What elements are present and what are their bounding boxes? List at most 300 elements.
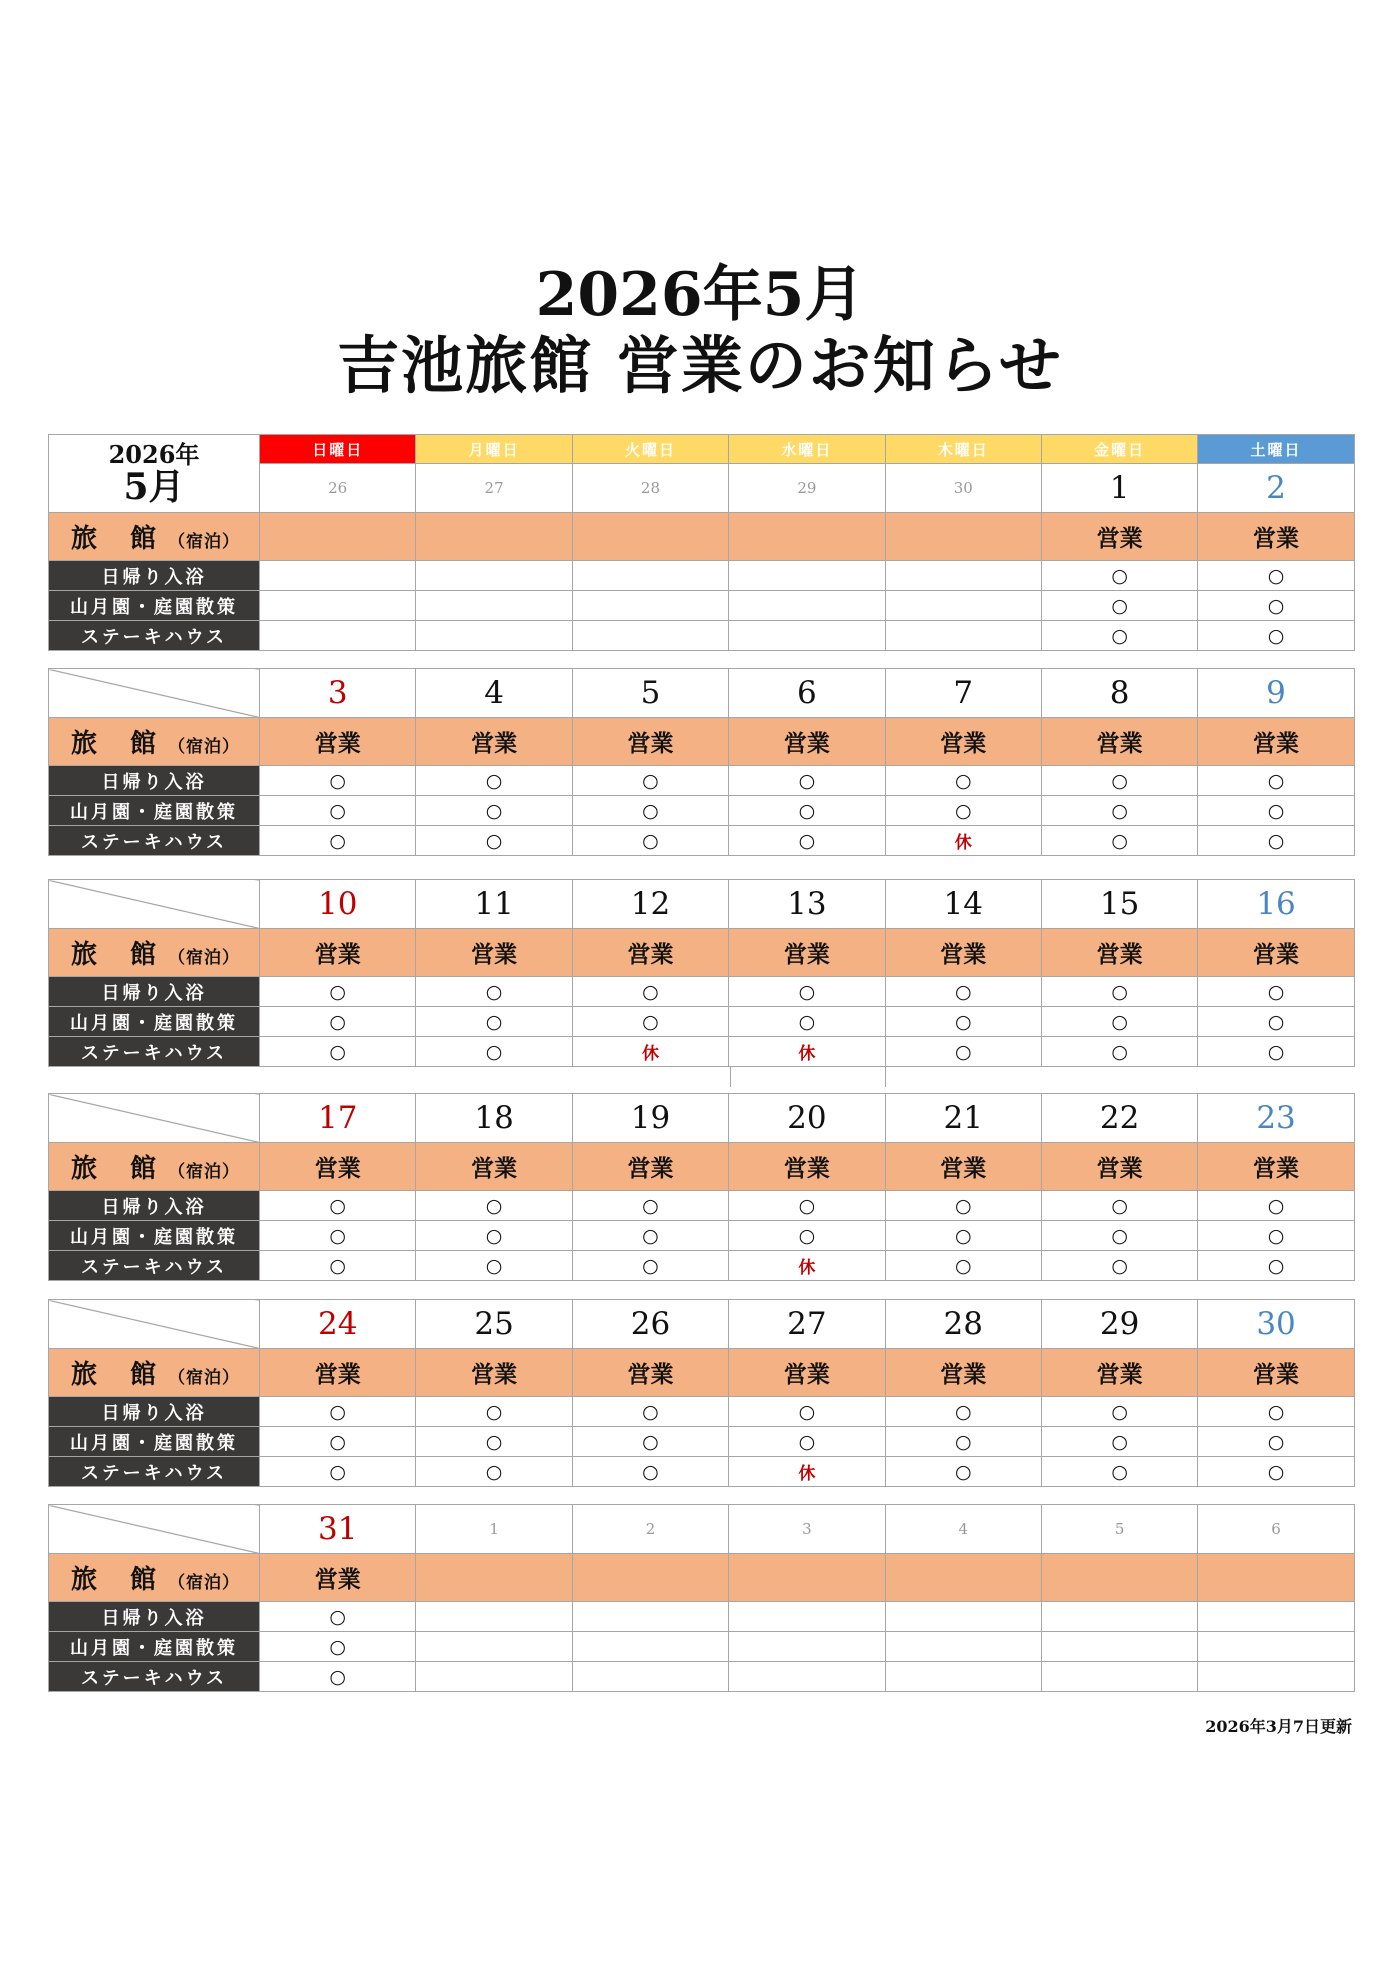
week-table <box>48 434 1355 651</box>
day-bath-status: ○ <box>1041 561 1197 591</box>
inn-status: 営業 <box>260 1143 416 1191</box>
day-bath-status: ○ <box>416 1191 572 1221</box>
steak-house-row <box>49 1251 1355 1281</box>
inn-row <box>49 1554 1355 1602</box>
weekday-header: 金曜日 <box>1041 435 1197 464</box>
garden-walk-label: 山月園・庭園散策 <box>49 1632 260 1662</box>
steak-house-status <box>729 1662 885 1692</box>
steak-house-status: ○ <box>729 826 885 856</box>
week-table <box>48 1504 1355 1692</box>
garden-walk-label: 山月園・庭園散策 <box>49 1007 260 1037</box>
day-bath-row <box>49 1191 1355 1221</box>
day-bath-status: ○ <box>260 766 416 796</box>
garden-walk-status <box>416 591 572 621</box>
garden-walk-status: ○ <box>885 1007 1041 1037</box>
date-cell: 16 <box>1198 880 1354 929</box>
date-cell: 14 <box>885 880 1041 929</box>
date-cell: 28 <box>885 1300 1041 1349</box>
garden-walk-label: 山月園・庭園散策 <box>49 1427 260 1457</box>
week-table <box>48 668 1355 856</box>
garden-walk-row <box>49 1632 1355 1662</box>
date-cell: 20 <box>729 1094 885 1143</box>
date-cell: 1 <box>416 1505 572 1554</box>
garden-walk-status: ○ <box>1041 1427 1197 1457</box>
diagonal-corner <box>49 1300 260 1349</box>
inn-label <box>49 513 260 561</box>
steak-house-status: ○ <box>260 1662 416 1692</box>
garden-walk-row <box>49 1007 1355 1037</box>
day-bath-row <box>49 977 1355 1007</box>
steak-house-label: ステーキハウス <box>49 621 260 651</box>
garden-walk-label: 山月園・庭園散策 <box>49 796 260 826</box>
garden-walk-status: ○ <box>1198 1007 1354 1037</box>
day-bath-status <box>260 561 416 591</box>
day-bath-label: 日帰り入浴 <box>49 977 260 1007</box>
steak-house-label: ステーキハウス <box>49 1457 260 1487</box>
date-cell: 5 <box>572 669 728 718</box>
day-bath-status: ○ <box>572 1191 728 1221</box>
garden-walk-status: ○ <box>1198 1221 1354 1251</box>
inn-status: 営業 <box>260 718 416 766</box>
steak-house-status: ○ <box>260 826 416 856</box>
day-bath-status: ○ <box>572 766 728 796</box>
date-row <box>49 1094 1355 1143</box>
steak-house-status <box>416 1662 572 1692</box>
date-cell: 10 <box>260 880 416 929</box>
weekday-header-row <box>49 435 1355 464</box>
garden-walk-status: ○ <box>729 1427 885 1457</box>
steak-house-status: ○ <box>260 1251 416 1281</box>
inn-status: 営業 <box>1041 718 1197 766</box>
inn-status: 営業 <box>1041 1349 1197 1397</box>
weekday-header: 木曜日 <box>885 435 1041 464</box>
garden-walk-status: ○ <box>260 1632 416 1662</box>
inn-status: 営業 <box>1041 929 1197 977</box>
inn-label <box>49 1349 260 1397</box>
date-row <box>49 1505 1355 1554</box>
diagonal-corner <box>49 1094 260 1143</box>
diagonal-corner <box>49 1505 260 1554</box>
steak-house-status: ○ <box>572 1457 728 1487</box>
steak-house-status <box>885 621 1041 651</box>
inn-label-sub: （宿泊） <box>168 1573 241 1593</box>
inn-status: 営業 <box>260 1349 416 1397</box>
garden-walk-status: ○ <box>729 796 885 826</box>
weekday-header: 火曜日 <box>572 435 728 464</box>
day-bath-status: ○ <box>260 1602 416 1632</box>
day-bath-status: ○ <box>1041 1191 1197 1221</box>
steak-house-row <box>49 621 1355 651</box>
date-cell: 2 <box>1198 464 1354 513</box>
date-cell: 31 <box>260 1505 416 1554</box>
inn-label <box>49 929 260 977</box>
inn-label-main: 旅 館 <box>71 729 169 759</box>
day-bath-status: ○ <box>1041 766 1197 796</box>
garden-walk-status: ○ <box>572 1007 728 1037</box>
week-table <box>48 1093 1355 1281</box>
day-bath-status: ○ <box>1041 977 1197 1007</box>
steak-house-status <box>885 1662 1041 1692</box>
month-corner <box>49 435 260 513</box>
day-bath-status: ○ <box>1198 766 1354 796</box>
steak-house-status: ○ <box>416 1457 572 1487</box>
steak-house-status: 休 <box>885 826 1041 856</box>
date-cell: 8 <box>1041 669 1197 718</box>
day-bath-row <box>49 766 1355 796</box>
day-bath-status <box>885 561 1041 591</box>
day-bath-status: ○ <box>885 766 1041 796</box>
steak-house-label: ステーキハウス <box>49 1037 260 1067</box>
date-cell: 6 <box>1198 1505 1354 1554</box>
day-bath-label: 日帰り入浴 <box>49 1191 260 1221</box>
inn-row <box>49 513 1355 561</box>
day-bath-label: 日帰り入浴 <box>49 766 260 796</box>
steak-house-label: ステーキハウス <box>49 1662 260 1692</box>
day-bath-status <box>572 561 728 591</box>
garden-walk-row <box>49 591 1355 621</box>
inn-status: 営業 <box>572 1143 728 1191</box>
garden-walk-status: ○ <box>260 796 416 826</box>
steak-house-status: ○ <box>1198 1037 1354 1067</box>
inn-status: 営業 <box>885 1143 1041 1191</box>
inn-label-main: 旅 館 <box>71 1565 169 1595</box>
inn-status: 営業 <box>260 1554 416 1602</box>
steak-house-row <box>49 1457 1355 1487</box>
garden-walk-label: 山月園・庭園散策 <box>49 1221 260 1251</box>
garden-walk-status: ○ <box>1041 796 1197 826</box>
inn-status: 営業 <box>260 929 416 977</box>
day-bath-row <box>49 561 1355 591</box>
week-table <box>48 1299 1355 1487</box>
garden-walk-status <box>572 591 728 621</box>
garden-walk-status: ○ <box>416 1427 572 1457</box>
steak-house-status <box>572 621 728 651</box>
steak-house-status <box>1041 1662 1197 1692</box>
steak-house-status: ○ <box>1041 1251 1197 1281</box>
steak-house-status: 休 <box>572 1037 728 1067</box>
steak-house-status: ○ <box>416 826 572 856</box>
garden-walk-label: 山月園・庭園散策 <box>49 591 260 621</box>
steak-house-status: ○ <box>572 1251 728 1281</box>
inn-status: 営業 <box>1198 929 1354 977</box>
day-bath-label: 日帰り入浴 <box>49 1602 260 1632</box>
steak-house-row <box>49 1037 1355 1067</box>
day-bath-status: ○ <box>1198 977 1354 1007</box>
inn-row <box>49 929 1355 977</box>
weekday-header: 土曜日 <box>1198 435 1354 464</box>
steak-house-status: ○ <box>260 1037 416 1067</box>
garden-walk-status: ○ <box>729 1221 885 1251</box>
day-bath-status <box>1041 1602 1197 1632</box>
garden-walk-status <box>1041 1632 1197 1662</box>
date-cell: 19 <box>572 1094 728 1143</box>
garden-walk-status: ○ <box>416 1221 572 1251</box>
inn-status: 営業 <box>729 718 885 766</box>
garden-walk-status <box>885 591 1041 621</box>
day-bath-status: ○ <box>416 766 572 796</box>
steak-house-status: ○ <box>416 1037 572 1067</box>
day-bath-status: ○ <box>729 1397 885 1427</box>
day-bath-status: ○ <box>885 1191 1041 1221</box>
day-bath-status: ○ <box>260 977 416 1007</box>
garden-walk-status: ○ <box>1041 591 1197 621</box>
inn-label-sub: （宿泊） <box>168 1368 241 1388</box>
garden-walk-status <box>729 591 885 621</box>
day-bath-status: ○ <box>260 1191 416 1221</box>
inn-status: 営業 <box>416 929 572 977</box>
steak-house-row <box>49 826 1355 856</box>
garden-walk-status: ○ <box>1198 591 1354 621</box>
week-table <box>48 879 1355 1067</box>
inn-status <box>885 513 1041 561</box>
diagonal-corner <box>49 669 260 718</box>
date-cell: 3 <box>260 669 416 718</box>
steak-house-status: ○ <box>1041 826 1197 856</box>
steak-house-status <box>260 621 416 651</box>
date-cell: 9 <box>1198 669 1354 718</box>
inn-status: 営業 <box>885 1349 1041 1397</box>
date-cell: 2 <box>572 1505 728 1554</box>
inn-status: 営業 <box>729 1143 885 1191</box>
garden-walk-row <box>49 1427 1355 1457</box>
garden-walk-status <box>885 1632 1041 1662</box>
page-title-month: 2026年5月 <box>535 260 865 330</box>
steak-house-status <box>572 1662 728 1692</box>
day-bath-status: ○ <box>416 1397 572 1427</box>
day-bath-status: ○ <box>1198 561 1354 591</box>
inn-status: 営業 <box>416 1349 572 1397</box>
inn-status: 営業 <box>572 718 728 766</box>
date-cell: 28 <box>572 464 728 513</box>
day-bath-status: ○ <box>416 977 572 1007</box>
inn-status <box>1198 1554 1354 1602</box>
steak-house-status: ○ <box>1198 1457 1354 1487</box>
day-bath-row <box>49 1602 1355 1632</box>
inn-status: 営業 <box>885 718 1041 766</box>
date-cell: 5 <box>1041 1505 1197 1554</box>
day-bath-status <box>416 1602 572 1632</box>
date-cell: 4 <box>885 1505 1041 1554</box>
steak-house-status: 休 <box>729 1251 885 1281</box>
date-cell: 4 <box>416 669 572 718</box>
inn-status: 営業 <box>1198 718 1354 766</box>
inn-label <box>49 718 260 766</box>
page-title-notice: 吉池旅館 営業のお知らせ <box>337 329 1063 402</box>
inn-status <box>885 1554 1041 1602</box>
garden-walk-status: ○ <box>260 1427 416 1457</box>
inn-row <box>49 1143 1355 1191</box>
date-cell: 1 <box>1041 464 1197 513</box>
date-cell: 26 <box>260 464 416 513</box>
inn-label-main: 旅 館 <box>71 940 169 970</box>
inn-status <box>729 1554 885 1602</box>
inn-label-sub: （宿泊） <box>168 948 241 968</box>
garden-walk-status: ○ <box>1198 796 1354 826</box>
inn-status: 営業 <box>729 1349 885 1397</box>
steak-house-status: ○ <box>1198 621 1354 651</box>
date-cell: 12 <box>572 880 728 929</box>
garden-walk-status: ○ <box>1041 1007 1197 1037</box>
garden-walk-status: ○ <box>572 1221 728 1251</box>
date-cell: 24 <box>260 1300 416 1349</box>
inn-status: 営業 <box>885 929 1041 977</box>
day-bath-status: ○ <box>1198 1397 1354 1427</box>
steak-house-status <box>416 621 572 651</box>
day-bath-status: ○ <box>260 1397 416 1427</box>
date-cell: 25 <box>416 1300 572 1349</box>
date-cell: 27 <box>416 464 572 513</box>
day-bath-status <box>416 561 572 591</box>
date-cell: 26 <box>572 1300 728 1349</box>
date-row <box>49 669 1355 718</box>
garden-walk-status <box>729 1632 885 1662</box>
weekday-header: 日曜日 <box>260 435 416 464</box>
date-cell: 6 <box>729 669 885 718</box>
date-cell: 21 <box>885 1094 1041 1143</box>
date-cell: 30 <box>885 464 1041 513</box>
date-cell: 13 <box>729 880 885 929</box>
inn-status: 営業 <box>572 929 728 977</box>
inn-status: 営業 <box>416 1143 572 1191</box>
inn-row <box>49 718 1355 766</box>
day-bath-status: ○ <box>572 977 728 1007</box>
day-bath-status <box>729 1602 885 1632</box>
inn-label-main: 旅 館 <box>71 1154 169 1184</box>
garden-walk-status: ○ <box>260 1007 416 1037</box>
day-bath-row <box>49 1397 1355 1427</box>
steak-house-status: ○ <box>416 1251 572 1281</box>
day-bath-status: ○ <box>885 977 1041 1007</box>
garden-walk-status: ○ <box>1198 1427 1354 1457</box>
garden-walk-status: ○ <box>416 1007 572 1037</box>
inn-status: 営業 <box>1041 1143 1197 1191</box>
inn-status <box>260 513 416 561</box>
steak-house-status: ○ <box>1041 621 1197 651</box>
garden-walk-row <box>49 796 1355 826</box>
inn-label-main: 旅 館 <box>71 524 169 554</box>
garden-walk-status: ○ <box>885 1221 1041 1251</box>
diagonal-corner <box>49 880 260 929</box>
day-bath-status: ○ <box>729 1191 885 1221</box>
weekday-header: 水曜日 <box>729 435 885 464</box>
date-cell: 30 <box>1198 1300 1354 1349</box>
steak-house-status: ○ <box>1041 1037 1197 1067</box>
date-cell: 27 <box>729 1300 885 1349</box>
day-bath-status <box>1198 1602 1354 1632</box>
garden-walk-status: ○ <box>1041 1221 1197 1251</box>
garden-walk-status: ○ <box>885 1427 1041 1457</box>
date-cell: 11 <box>416 880 572 929</box>
day-bath-status: ○ <box>729 766 885 796</box>
steak-house-status <box>729 621 885 651</box>
inn-status: 営業 <box>1041 513 1197 561</box>
garden-walk-status <box>1198 1632 1354 1662</box>
inn-status: 営業 <box>572 1349 728 1397</box>
steak-house-status: ○ <box>1198 826 1354 856</box>
inn-status <box>572 513 728 561</box>
steak-house-status: ○ <box>1198 1251 1354 1281</box>
garden-walk-row <box>49 1221 1355 1251</box>
day-bath-status <box>885 1602 1041 1632</box>
inn-status <box>729 513 885 561</box>
date-cell: 7 <box>885 669 1041 718</box>
inn-label-sub: （宿泊） <box>168 737 241 757</box>
date-cell: 22 <box>1041 1094 1197 1143</box>
day-bath-status: ○ <box>729 977 885 1007</box>
date-row <box>49 880 1355 929</box>
inn-label <box>49 1554 260 1602</box>
day-bath-label: 日帰り入浴 <box>49 1397 260 1427</box>
corner-year: 2026年 <box>108 439 200 469</box>
weekday-header: 月曜日 <box>416 435 572 464</box>
garden-walk-status: ○ <box>572 796 728 826</box>
date-cell: 15 <box>1041 880 1197 929</box>
date-cell: 17 <box>260 1094 416 1143</box>
garden-walk-status: ○ <box>260 1221 416 1251</box>
day-bath-label: 日帰り入浴 <box>49 561 260 591</box>
day-bath-status <box>572 1602 728 1632</box>
day-bath-status: ○ <box>1198 1191 1354 1221</box>
inn-status <box>572 1554 728 1602</box>
garden-walk-status: ○ <box>729 1007 885 1037</box>
garden-walk-status <box>260 591 416 621</box>
steak-house-label: ステーキハウス <box>49 1251 260 1281</box>
inn-status: 営業 <box>416 718 572 766</box>
day-bath-status: ○ <box>572 1397 728 1427</box>
garden-walk-status: ○ <box>572 1427 728 1457</box>
steak-house-label: ステーキハウス <box>49 826 260 856</box>
steak-house-status: ○ <box>260 1457 416 1487</box>
steak-house-status: ○ <box>572 826 728 856</box>
inn-label-main: 旅 館 <box>71 1360 169 1390</box>
table-gap-line <box>730 1067 886 1087</box>
inn-status <box>1041 1554 1197 1602</box>
updated-date: 2026年3月7日更新 <box>1205 1717 1352 1736</box>
inn-status <box>416 1554 572 1602</box>
steak-house-row <box>49 1662 1355 1692</box>
inn-status: 営業 <box>1198 1349 1354 1397</box>
date-cell: 23 <box>1198 1094 1354 1143</box>
garden-walk-status: ○ <box>416 796 572 826</box>
steak-house-status: ○ <box>885 1037 1041 1067</box>
date-row <box>49 1300 1355 1349</box>
steak-house-status: ○ <box>1041 1457 1197 1487</box>
steak-house-status <box>1198 1662 1354 1692</box>
garden-walk-status <box>416 1632 572 1662</box>
inn-label-sub: （宿泊） <box>168 1162 241 1182</box>
corner-month: 5月 <box>123 465 185 508</box>
inn-status: 営業 <box>729 929 885 977</box>
inn-label-sub: （宿泊） <box>168 532 241 552</box>
day-bath-status: ○ <box>1041 1397 1197 1427</box>
date-cell: 3 <box>729 1505 885 1554</box>
steak-house-status: 休 <box>729 1457 885 1487</box>
garden-walk-status: ○ <box>885 796 1041 826</box>
inn-status: 営業 <box>1198 513 1354 561</box>
day-bath-status <box>729 561 885 591</box>
steak-house-status: 休 <box>729 1037 885 1067</box>
date-cell: 18 <box>416 1094 572 1143</box>
day-bath-status: ○ <box>885 1397 1041 1427</box>
inn-status <box>416 513 572 561</box>
garden-walk-status <box>572 1632 728 1662</box>
inn-label <box>49 1143 260 1191</box>
inn-status: 営業 <box>1198 1143 1354 1191</box>
date-cell: 29 <box>729 464 885 513</box>
date-cell: 29 <box>1041 1300 1197 1349</box>
inn-row <box>49 1349 1355 1397</box>
steak-house-status: ○ <box>885 1457 1041 1487</box>
